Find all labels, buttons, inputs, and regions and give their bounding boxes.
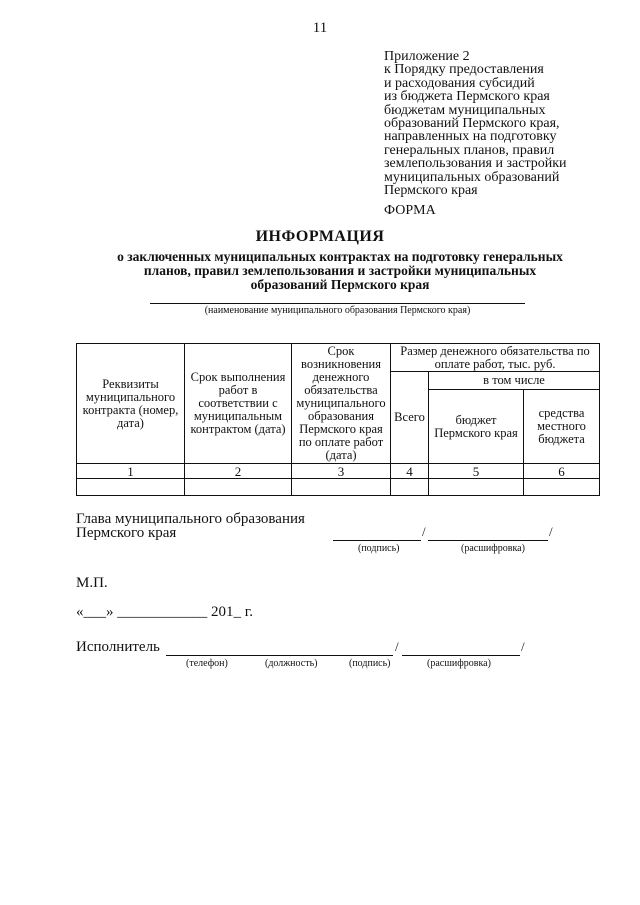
table-cell[interactable] — [77, 479, 185, 496]
document-title: ИНФОРМАЦИЯ — [255, 228, 385, 245]
column-numbers-row — [77, 464, 600, 479]
executor-phone-caption: (телефон) — [186, 658, 228, 669]
table-row — [77, 479, 600, 496]
header-contract-details: Реквизиты муниципального контракта (номер, дата) — [77, 344, 185, 464]
appendix-line: бюджетам муниципальных — [384, 102, 546, 118]
head-signature-line[interactable] — [333, 540, 421, 541]
appendix-line: и расходования субсидий — [384, 75, 535, 91]
executor-decoding-line[interactable] — [402, 655, 520, 656]
appendix-line: образований Пермского края, — [384, 116, 560, 132]
head-signature-caption: (подпись) — [358, 543, 400, 554]
document-subtitle — [80, 250, 600, 292]
head-label-line: Пермского края — [76, 525, 177, 541]
header-including: в том числе — [429, 372, 600, 390]
executor-label: Исполнитель — [76, 639, 160, 655]
head-slash-end: / — [549, 524, 553, 539]
column-number: 1 — [77, 464, 185, 479]
municipality-caption: (наименование муниципального образования Пермского края) — [204, 305, 471, 316]
stamp-place: М.П. — [76, 575, 108, 591]
table-cell[interactable] — [524, 479, 600, 496]
column-number: 6 — [524, 464, 600, 479]
appendix-line: к Порядку предоставления — [384, 62, 544, 78]
header-obligation-date: Срок возникновения денежного обязательства муниципального образования Пермского края по оплате работ (дата) — [292, 344, 391, 464]
header-obligation-amount: Размер денежного обязательства по оплате работ, тыс. руб. — [391, 344, 600, 372]
header-work-deadline: Срок выполнения работ в соответствии с муниципальным контрактом (дата) — [185, 344, 292, 464]
page-number: 11 — [312, 20, 328, 36]
table-cell[interactable] — [185, 479, 292, 496]
header-total: Всего — [391, 372, 429, 464]
appendix-line: Приложение 2 — [384, 49, 470, 64]
executor-slash-end: / — [521, 639, 525, 654]
column-number: 4 — [391, 464, 429, 479]
column-number: 5 — [429, 464, 524, 479]
column-number: 2 — [185, 464, 292, 479]
executor-decoding-caption: (расшифровка) — [427, 658, 491, 669]
header-regional-budget: бюджет Пермского края — [429, 390, 524, 464]
form-label: ФОРМА — [384, 203, 436, 218]
executor-signature-caption: (подпись) — [349, 658, 391, 669]
executor-slash: / — [395, 639, 399, 654]
appendix-line: землепользования и застройки — [384, 156, 567, 172]
head-label-line: Глава муниципального образования — [76, 511, 305, 527]
table-cell[interactable] — [429, 479, 524, 496]
date-line[interactable]: «___» ____________ 201_ г. — [76, 604, 253, 620]
header-local-budget: средства местного бюджета — [524, 390, 600, 464]
municipality-name-line[interactable] — [150, 303, 525, 304]
head-decoding-line[interactable] — [428, 540, 548, 541]
appendix-line: Пермского края — [384, 183, 478, 199]
subtitle-line: о заключенных муниципальных контрактах на подготовку генеральных — [117, 249, 563, 264]
table-cell[interactable] — [391, 479, 429, 496]
subtitle-line: образований Пермского края — [250, 277, 430, 292]
column-number: 3 — [292, 464, 391, 479]
head-decoding-caption: (расшифровка) — [461, 543, 525, 554]
appendix-line: муниципальных образований — [384, 169, 560, 185]
subtitle-line: планов, правил землепользования и застройки муниципальных — [143, 263, 537, 278]
appendix-line: из бюджета Пермского края — [384, 89, 550, 105]
executor-position-caption: (должность) — [265, 658, 318, 669]
appendix-line: генеральных планов, правил — [384, 142, 555, 158]
executor-info-line[interactable] — [166, 655, 393, 656]
appendix-block — [384, 50, 634, 197]
contracts-table — [76, 343, 600, 496]
appendix-line: направленных на подготовку — [384, 129, 557, 145]
head-slash: / — [422, 524, 426, 539]
table-cell[interactable] — [292, 479, 391, 496]
head-label — [76, 512, 305, 540]
